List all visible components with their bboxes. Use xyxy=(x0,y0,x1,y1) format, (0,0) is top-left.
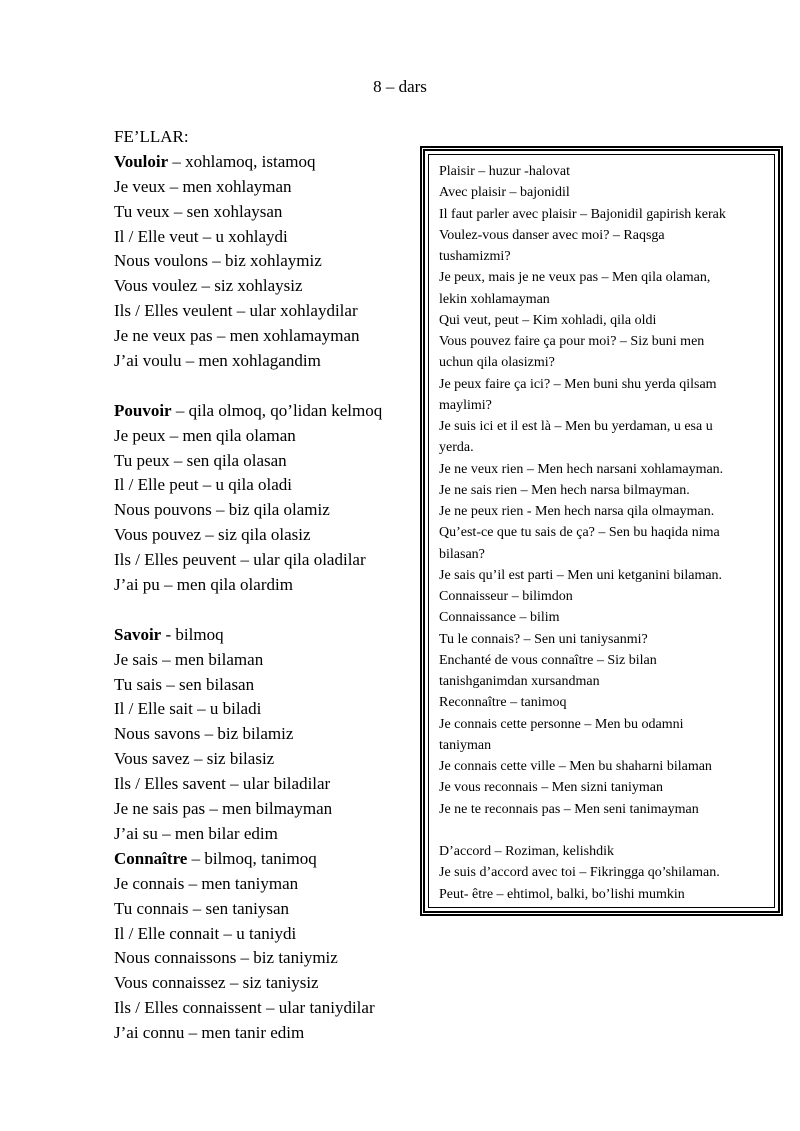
text-line xyxy=(439,204,774,225)
line-text: Ils / Elles peuvent – ular qila oladilar xyxy=(114,550,366,570)
text-line xyxy=(439,459,774,480)
text-line xyxy=(439,374,774,395)
line-text: Je peux – men qila olaman xyxy=(114,425,296,445)
line-text: Tu veux – sen xohlaysan xyxy=(114,201,283,221)
text-line xyxy=(439,437,774,458)
line-text: Il / Elle peut – u qila oladi xyxy=(114,475,292,495)
line-text: Tu le connais? – Sen uni taniysanmi? xyxy=(439,631,648,647)
line-text: - bilmoq xyxy=(161,624,224,644)
line-text: J’ai su – men bilar edim xyxy=(114,823,278,843)
line-text: maylimi? xyxy=(439,397,492,413)
line-text: Connaissance – bilim xyxy=(439,610,560,626)
text-line xyxy=(114,697,424,722)
text-line xyxy=(114,648,424,673)
line-text: Il / Elle veut – u xohlaydi xyxy=(114,226,288,246)
text-line xyxy=(439,714,774,735)
verb-heading xyxy=(114,847,424,872)
text-line xyxy=(439,480,774,501)
line-text: – xohlamoq, istamoq xyxy=(168,151,316,171)
text-line xyxy=(114,299,424,324)
text-line xyxy=(114,274,424,299)
text-line xyxy=(114,449,424,474)
text-line xyxy=(439,841,774,862)
verb-conjugation-column xyxy=(114,125,424,1046)
line-text: Il / Elle connait – u taniydi xyxy=(114,923,297,943)
line-text: Je veux – men xohlayman xyxy=(114,176,292,196)
text-line xyxy=(439,544,774,565)
text-line xyxy=(439,777,774,798)
line-text: Voulez-vous danser avec moi? – Raqsga xyxy=(439,227,665,243)
line-text: Tu peux – sen qila olasan xyxy=(114,450,287,470)
text-line xyxy=(114,996,424,1021)
line-text: bilasan? xyxy=(439,546,485,562)
text-line xyxy=(114,125,424,150)
verb-name: Connaître xyxy=(114,848,188,868)
text-line xyxy=(439,735,774,756)
verb-name: Pouvoir xyxy=(114,400,172,420)
verb-name: Savoir xyxy=(114,624,162,644)
line-text: Vous pouvez faire ça pour moi? – Siz buni men xyxy=(439,334,705,349)
text-line xyxy=(439,607,774,628)
text-line xyxy=(439,629,774,650)
text-line xyxy=(114,249,424,274)
line-text: J’ai voulu – men xohlagandim xyxy=(114,351,321,371)
line-text: Vous voulez – siz xohlaysiz xyxy=(114,276,303,296)
text-line xyxy=(439,225,774,246)
text-line xyxy=(439,182,774,203)
page-title: 8 – dars xyxy=(373,77,427,96)
verb-heading xyxy=(114,623,424,648)
verb-name: Vouloir xyxy=(114,151,169,171)
line-text: Peut- être – ehtimol, balki, bo’lishi mumkin xyxy=(439,886,685,902)
text-line xyxy=(439,884,774,905)
text-line xyxy=(114,673,424,698)
line-text: J’ai pu – men qila olardim xyxy=(114,575,293,595)
text-line xyxy=(114,324,424,349)
text-line xyxy=(114,523,424,548)
line-text: Je peux, mais je ne veux pas – Men qila olaman, xyxy=(439,270,711,286)
line-text: uchun qila olasizmi? xyxy=(439,355,555,371)
line-text: Ils / Elles savent – ular biladilar xyxy=(114,774,331,794)
line-text: Je suis d’accord avec toi – Fikringga qo’shilaman. xyxy=(439,865,720,881)
line-text: Je connais cette ville – Men bu shaharni bilaman xyxy=(439,759,712,774)
text-line xyxy=(439,522,774,543)
line-text: Tu sais – sen bilasan xyxy=(114,674,255,694)
line-text: Enchanté de vous connaître – Siz bilan xyxy=(439,652,657,668)
text-line xyxy=(114,946,424,971)
text-line xyxy=(439,586,774,607)
line-text: Je sais – men bilaman xyxy=(114,649,264,669)
line-text: Je suis ici et il est là – Men bu yerdaman, u esa u xyxy=(439,419,713,434)
text-line xyxy=(114,175,424,200)
blank-line xyxy=(439,820,774,841)
text-line xyxy=(439,352,774,373)
line-text: tushamizmi? xyxy=(439,249,511,264)
text-line xyxy=(114,822,424,847)
text-line xyxy=(439,395,774,416)
text-line xyxy=(114,573,424,598)
line-text: Tu connais – sen taniysan xyxy=(114,898,290,918)
line-text: Ils / Elles veulent – ular xohlaydilar xyxy=(114,301,358,321)
line-text: FE’LLAR: xyxy=(114,127,189,146)
line-text: J’ai connu – men tanir edim xyxy=(114,1023,305,1043)
vocabulary-box xyxy=(420,146,783,916)
text-line xyxy=(439,862,774,883)
text-line xyxy=(114,797,424,822)
line-text: Je ne veux pas – men xohlamayman xyxy=(114,326,360,346)
line-text: Vous pouvez – siz qila olasiz xyxy=(114,525,311,545)
text-line xyxy=(439,565,774,586)
line-text: Plaisir – huzur -halovat xyxy=(439,164,571,179)
text-line xyxy=(439,671,774,692)
text-line xyxy=(114,200,424,225)
text-line xyxy=(114,897,424,922)
line-text: Connaisseur – bilimdon xyxy=(439,589,573,604)
text-line xyxy=(114,548,424,573)
line-text: Nous voulons – biz xohlaymiz xyxy=(114,251,322,271)
text-line xyxy=(114,473,424,498)
text-line xyxy=(114,349,424,374)
line-text: Je vous reconnais – Men sizni taniyman xyxy=(439,780,663,796)
text-line xyxy=(114,971,424,996)
line-text: Je ne peux rien - Men hech narsa qila olmayman. xyxy=(439,504,715,519)
line-text: lekin xohlamayman xyxy=(439,291,550,307)
line-text: tanishganimdan xursandman xyxy=(439,674,600,689)
text-line xyxy=(114,747,424,772)
line-text: Nous connaissons – biz taniymiz xyxy=(114,948,338,968)
blank-line xyxy=(114,598,424,623)
text-line xyxy=(439,310,774,331)
text-line xyxy=(114,1021,424,1046)
text-line xyxy=(439,650,774,671)
line-text: Je ne sais rien – Men hech narsa bilmayman. xyxy=(439,482,690,498)
line-text: Il faut parler avec plaisir – Bajonidil gapirish kerak xyxy=(439,206,726,222)
line-text: Reconnaître – tanimoq xyxy=(439,695,567,711)
line-text: taniyman xyxy=(439,737,492,753)
text-line xyxy=(439,267,774,288)
line-text: Je peux faire ça ici? – Men buni shu yerda qilsam xyxy=(439,376,717,392)
text-line xyxy=(439,692,774,713)
text-line xyxy=(439,799,774,820)
line-text: Il / Elle sait – u biladi xyxy=(114,699,262,719)
text-line xyxy=(114,498,424,523)
line-text: D’accord – Roziman, kelishdik xyxy=(439,844,614,859)
line-text: Je ne veux rien – Men hech narsani xohlamayman. xyxy=(439,461,724,477)
line-text: Vous connaissez – siz taniysiz xyxy=(114,973,319,993)
line-text: Nous savons – biz bilamiz xyxy=(114,724,294,744)
line-text: Ils / Elles connaissent – ular taniydilar xyxy=(114,998,375,1018)
line-text: Qui veut, peut – Kim xohladi, qila oldi xyxy=(439,312,657,328)
text-line xyxy=(114,225,424,250)
line-text: Je connais cette personne – Men bu odamni xyxy=(439,716,684,732)
line-text: Je sais qu’il est parti – Men uni ketganini bilaman. xyxy=(439,567,723,583)
line-text: – bilmoq, tanimoq xyxy=(187,848,317,868)
line-text: yerda. xyxy=(439,440,474,456)
line-text: Vous savez – siz bilasiz xyxy=(114,749,275,769)
line-text: Avec plaisir – bajonidil xyxy=(439,185,570,201)
text-line xyxy=(439,331,774,352)
text-line xyxy=(439,161,774,182)
text-line xyxy=(114,772,424,797)
line-text: – qila olmoq, qo’lidan kelmoq xyxy=(171,400,383,420)
text-line xyxy=(439,501,774,522)
line-text: Je ne sais pas – men bilmayman xyxy=(114,799,333,819)
text-line xyxy=(439,756,774,777)
vocabulary-box-content xyxy=(428,154,775,908)
verb-heading xyxy=(114,399,424,424)
verb-heading xyxy=(114,150,424,175)
text-line xyxy=(114,922,424,947)
line-text: Nous pouvons – biz qila olamiz xyxy=(114,500,330,520)
text-line xyxy=(439,246,774,267)
line-text: Je ne te reconnais pas – Men seni tanimayman xyxy=(439,801,699,817)
line-text: Je connais – men taniyman xyxy=(114,873,299,893)
text-line xyxy=(114,722,424,747)
line-text: Qu’est-ce que tu sais de ça? – Sen bu haqida nima xyxy=(439,525,720,541)
text-line xyxy=(439,416,774,437)
text-line xyxy=(114,424,424,449)
text-line xyxy=(114,872,424,897)
text-line xyxy=(439,289,774,310)
blank-line xyxy=(114,374,424,399)
